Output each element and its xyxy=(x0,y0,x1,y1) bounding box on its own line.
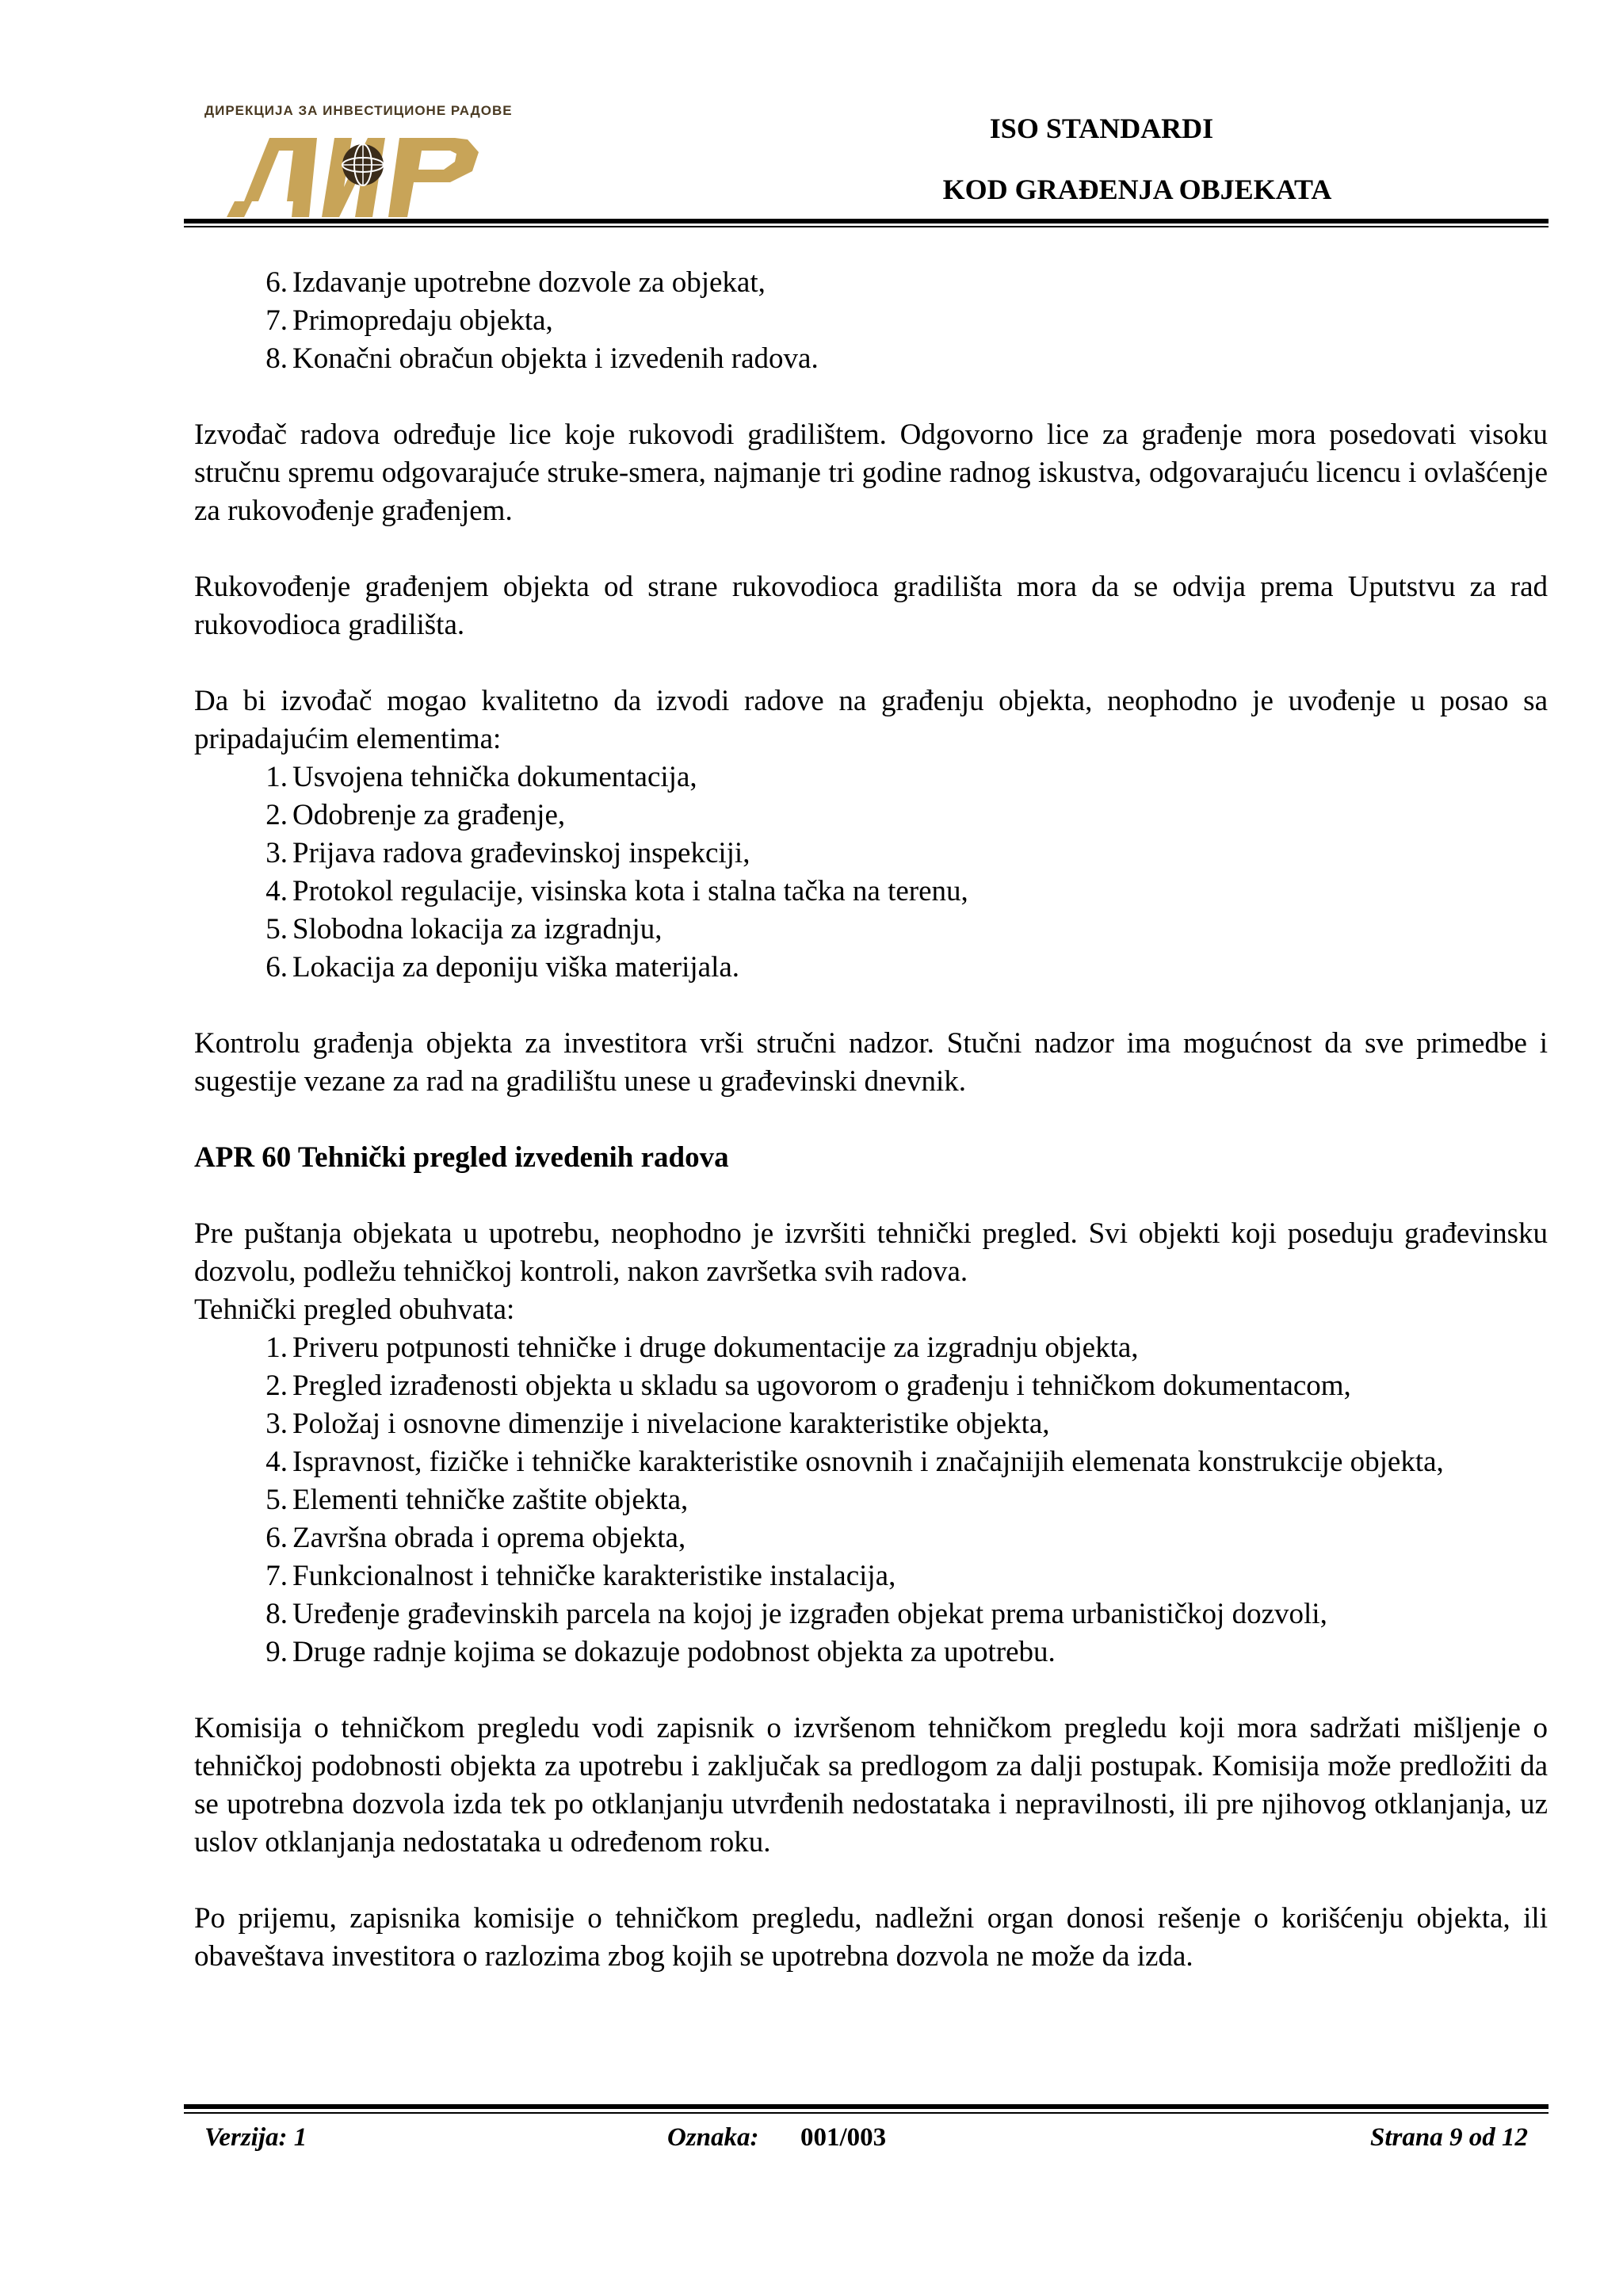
footer-page-number: Strana 9 od 12 xyxy=(1370,2123,1528,2152)
list-item: 7. Primopredaju objekta, xyxy=(265,304,553,337)
list-item: 8. Konačni obračun objekta i izvedenih radova. xyxy=(265,342,819,375)
list-item: 3. Položaj i osnovne dimenzije i nivelacione karakteristike objekta, xyxy=(265,1408,1050,1440)
footer-code-value: 001/003 xyxy=(800,2123,887,2152)
footer-version: Verzija: 1 xyxy=(204,2123,307,2152)
paragraph-inspection-intro: Pre puštanja objekata u upotrebu, neophodno je izvršiti tehnički pregled. Svi objekti koji poseduju građevinsku dozvolu, podležu tehničkoj kontroli, nakon završetka svih radova. xyxy=(194,1217,1548,1288)
list-inspection xyxy=(194,1329,1548,1671)
header-rule-thick xyxy=(184,219,1549,223)
list-item: 3. Prijava radova građevinskoj inspekciji, xyxy=(265,837,750,869)
footer-rule-thin xyxy=(184,2112,1549,2114)
list-item: 7. Funkcionalnost i tehničke karakteristike instalacija, xyxy=(265,1560,896,1592)
paragraph-commission: Komisija o tehničkom pregledu vodi zapisnik o izvršenom tehničkom pregledu koji mora sadržati mišljenje o tehničkoj podobnosti objekta za upotrebu i zaključak sa predlogom za dalji postupak. Komisija može predložiti da se upotrebna dozvola izda tek po otklanjanju utvrđenih nedostataka i nepravilnosti, ili pre njihovog otklanjanja, uz uslov otklanjanja nedostataka u određenom roku. xyxy=(194,1712,1548,1859)
list-item: 1. Usvojena tehnička dokumentacija, xyxy=(265,761,697,793)
paragraph-site-management: Rukovođenje građenjem objekta od strane rukovodioca gradilišta mora da se odvija prema Uputstvu za rad rukovodioca gradilišta. xyxy=(194,571,1548,641)
header-rule-thin xyxy=(184,226,1549,227)
paragraph-decision: Po prijemu, zapisnika komisije o tehničkom pregledu, nadležni organ donosi rešenje o korišćenju objekta, ili obaveštava investitora o razlozima zbog kojih se upotrebna dozvola ne može da izda. xyxy=(194,1902,1548,1973)
footer-rule-thick xyxy=(184,2104,1549,2109)
list-item: 6. Lokacija za deponiju viška materijala. xyxy=(265,951,740,984)
list-item: 5. Elementi tehničke zaštite objekta, xyxy=(265,1484,689,1516)
header-title-iso: ISO STANDARDI xyxy=(989,113,1214,144)
list-item: 5. Slobodna lokacija za izgradnju, xyxy=(265,913,663,946)
globe-icon xyxy=(342,144,384,185)
list-item: 6. Završna obrada i oprema objekta, xyxy=(265,1522,686,1554)
dir-logo-mark xyxy=(220,124,537,222)
section-heading: APR 60 Tehnički pregled izvedenih radova xyxy=(194,1141,729,1174)
list-item: 2. Pregled izrađenosti objekta u skladu sa ugovorom o građenju i tehničkom dokumentacom, xyxy=(265,1370,1351,1402)
list-item: 4. Ispravnost, fizičke i tehničke karakteristike osnovnih i značajnijih elemenata konstrukcije objekta, xyxy=(265,1446,1444,1478)
page-header xyxy=(0,0,1623,226)
header-title-kod: KOD GRAĐENJA OBJEKATA xyxy=(942,174,1332,205)
list-elements xyxy=(194,758,1548,987)
page-content xyxy=(194,264,1548,2014)
paragraph-site-manager: Izvođač radova određuje lice koje rukovodi gradilištem. Odgovorno lice za građenje mora posedovati visoku stručnu spremu odgovarajuće struke-smera, najmanje tri godine radnog iskustva, odgovarajuću licencu i ovlašćenje za rukovođenje građenjem. xyxy=(194,418,1548,527)
logo-caption: ДИРЕКЦИЈА ЗА ИНВЕСТИЦИОНЕ РАДОВЕ xyxy=(204,103,513,118)
list-final-steps xyxy=(194,264,1548,378)
list-item: 6. Izdavanje upotrebne dozvole za objekat, xyxy=(265,266,766,299)
company-logo xyxy=(204,97,537,227)
list-item: 8. Uređenje građevinskih parcela na kojoj je izgrađen objekat prema urbanističkoj dozvoli, xyxy=(265,1598,1327,1630)
footer-code-label: Oznaka: xyxy=(667,2123,759,2152)
list-item: 9. Druge radnje kojima se dokazuje podobnost objekta za upotrebu. xyxy=(265,1636,1056,1668)
list-item: 4. Protokol regulacije, visinska kota i stalna tačka na terenu, xyxy=(265,875,968,907)
list-item: 1. Priveru potpunosti tehničke i druge dokumentacije za izgradnju objekta, xyxy=(265,1331,1139,1364)
paragraph-inspection-covers: Tehnički pregled obuhvata: xyxy=(194,1293,515,1326)
list-item: 2. Odobrenje za građenje, xyxy=(265,799,566,831)
page-footer xyxy=(184,2104,1549,2168)
paragraph-supervision: Kontrolu građenja objekta za investitora vrši stručni nadzor. Stučni nadzor ima mogućnost da sve primedbe i sugestije vezane za rad na gradilištu unese u građevinski dnevnik. xyxy=(194,1027,1548,1098)
paragraph-introduction: Da bi izvođač mogao kvalitetno da izvodi radove na građenju objekta, neophodno je uvođenje u posao sa pripadajućim elementima: xyxy=(194,685,1548,755)
